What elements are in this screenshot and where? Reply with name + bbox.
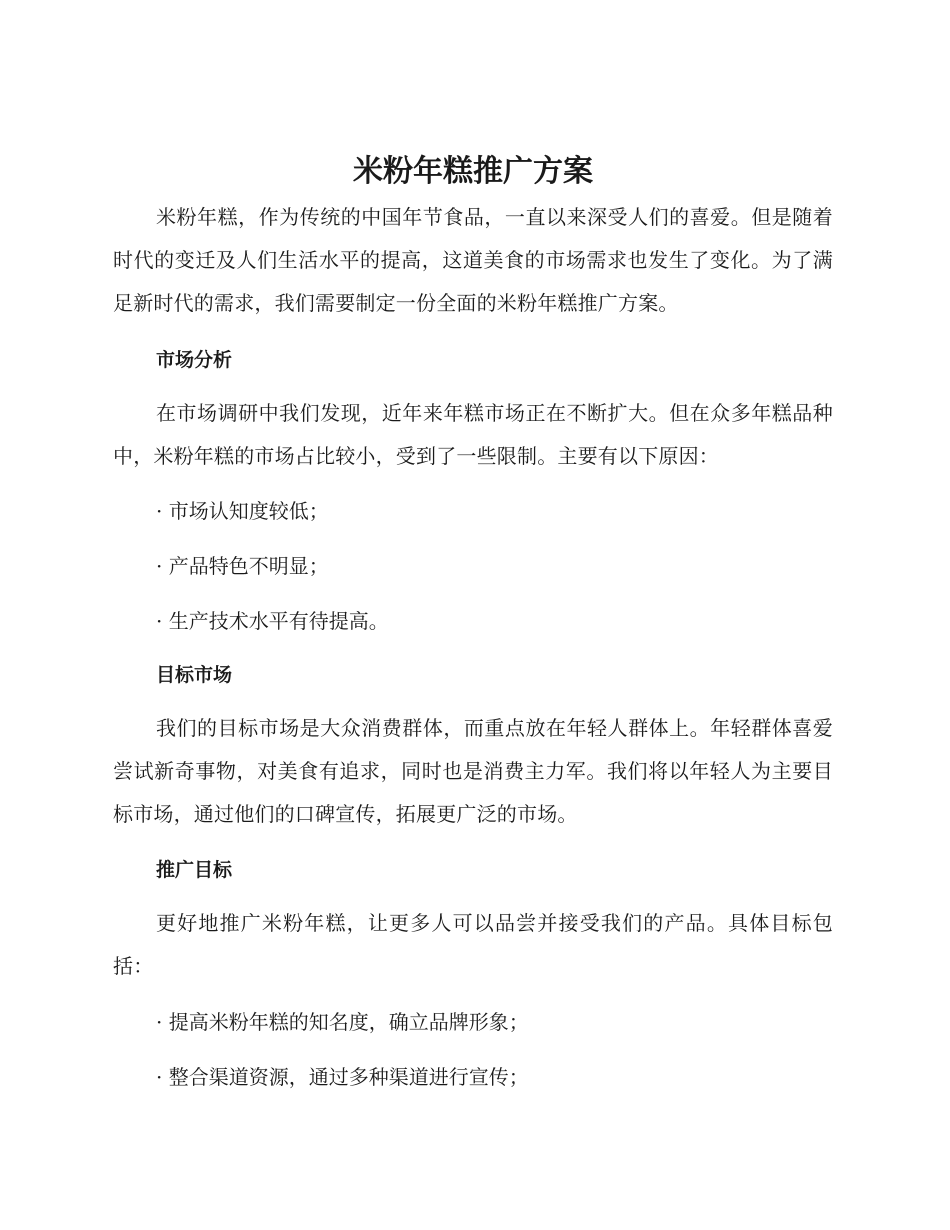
bullet-item: · 提高米粉年糕的知名度，确立品牌形象； (156, 1010, 529, 1034)
section-heading-market-analysis: 市场分析 (156, 349, 233, 371)
bullet-item: · 生产技术水平有待提高。 (156, 609, 389, 633)
intro-paragraph: 米粉年糕，作为传统的中国年节食品，一直以来深受人们的喜爱。但是随着时代的变迁及人们生活水平的提高，这道美食的市场需求也发生了变化。为了满足新时代的需求，我们需要制定一份全面的米粉年糕推广方案。 (113, 205, 833, 315)
bullet-item: · 整合渠道资源，通过多种渠道进行宣传； (156, 1065, 529, 1089)
section-heading-target-market: 目标市场 (156, 664, 233, 686)
market-analysis-paragraph: 在市场调研中我们发现，近年来年糕市场正在不断扩大。但在众多年糕品种中，米粉年糕的市场占比较小，受到了一些限制。主要有以下原因： (113, 401, 833, 468)
section-heading-promotion-goals: 推广目标 (156, 859, 233, 881)
target-market-paragraph: 我们的目标市场是大众消费群体，而重点放在年轻人群体上。年轻群体喜爱尝试新奇事物，对美食有追求，同时也是消费主力军。我们将以年轻人为主要目标市场，通过他们的口碑宣传，拓展更广泛的市场。 (113, 716, 833, 826)
bullet-item: · 市场认知度较低； (156, 499, 329, 523)
bullet-item: · 产品特色不明显； (156, 554, 329, 578)
promotion-goals-paragraph: 更好地推广米粉年糕，让更多人可以品尝并接受我们的产品。具体目标包括： (113, 911, 833, 978)
document-title: 米粉年糕推广方案 (353, 154, 593, 189)
